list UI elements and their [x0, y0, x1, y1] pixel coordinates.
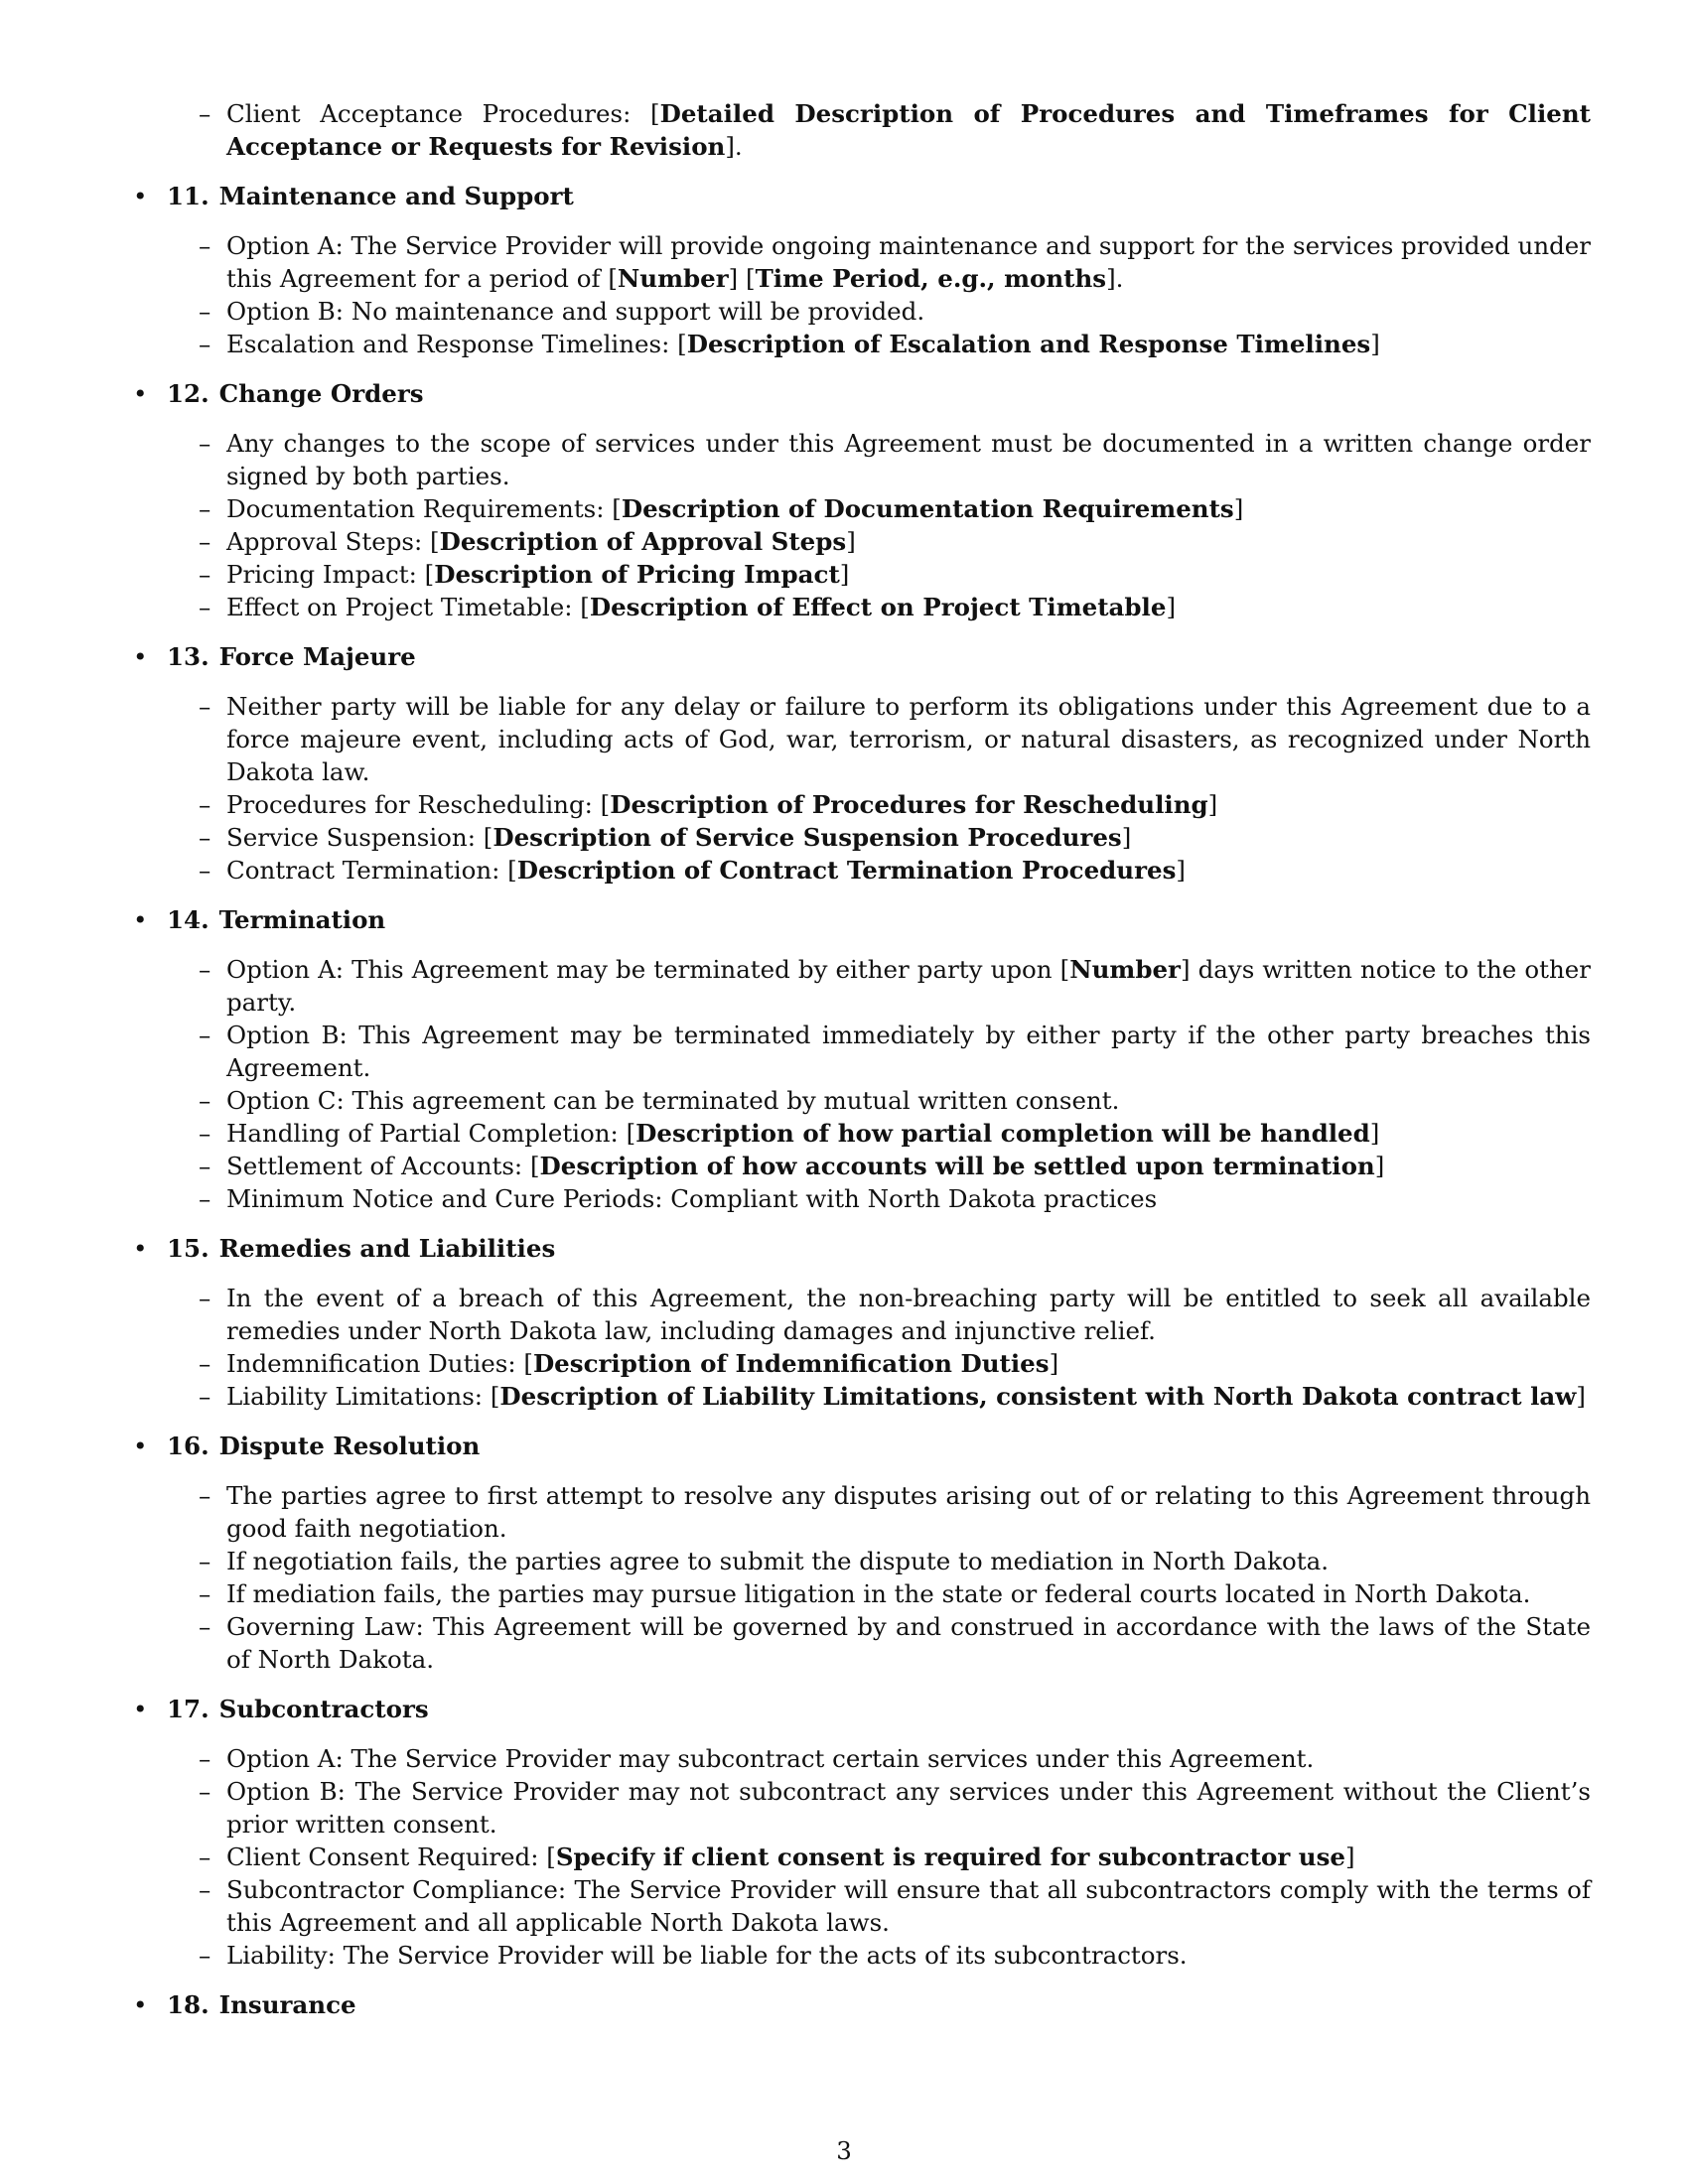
item-text: Contract Termination: [ [226, 856, 517, 885]
sub-list [133, 1479, 1591, 1676]
item-text: ] [1233, 494, 1244, 523]
item-text: Settlement of Accounts: [ [226, 1152, 540, 1180]
item-text: Handling of Partial Completion: [ [226, 1119, 636, 1148]
section-number: 12. [167, 379, 210, 408]
section-heading [133, 1430, 1591, 1462]
section [133, 1430, 1591, 1676]
placeholder-text: Description of Contract Termination Procedures [516, 856, 1177, 885]
item-text: Governing Law: This Agreement will be governed by and construed in accordance with the laws of the State of North Dakota. [226, 1612, 1591, 1674]
sub-list [133, 427, 1591, 623]
list-item [226, 1841, 1591, 1873]
section-number: 18. [167, 1990, 210, 2019]
section-number: 15. [167, 1234, 210, 1263]
item-text: ] [1576, 1382, 1586, 1411]
section-title: Change Orders [218, 379, 424, 408]
placeholder-text: Description of Documentation Requirements [621, 494, 1234, 523]
placeholder-text: Description of Escalation and Response Timelines [686, 330, 1371, 358]
item-text: ] [ [728, 264, 756, 293]
placeholder-text: Description of how accounts will be settled upon termination [539, 1152, 1375, 1180]
item-text: Service Suspension: [ [226, 823, 493, 852]
section-title: Force Majeure [218, 642, 416, 671]
section-heading [133, 377, 1591, 410]
item-text: Option C: This agreement can be terminated by mutual written consent. [226, 1086, 1120, 1115]
list-item [226, 1084, 1591, 1117]
sub-list [133, 690, 1591, 887]
list-item [226, 492, 1591, 525]
item-text: ] [1369, 1119, 1380, 1148]
item-text: Client Acceptance Procedures: [ [226, 99, 660, 128]
list-item [226, 1742, 1591, 1775]
sub-list [133, 1742, 1591, 1972]
item-text: ] [1345, 1843, 1355, 1871]
item-text: The parties agree to first attempt to resolve any disputes arising out of or relating to this Agreement through good faith negotiation. [226, 1481, 1591, 1543]
item-text: ] [1166, 593, 1176, 621]
list-item [226, 558, 1591, 591]
item-text: Option A: The Service Provider may subcontract certain services under this Agreement. [226, 1744, 1315, 1773]
list-item [226, 1019, 1591, 1084]
section-heading [133, 1693, 1591, 1725]
item-text: Subcontractor Compliance: The Service Provider will ensure that all subcontractors comply with the terms of this Agreement and all applicable North Dakota laws. [226, 1875, 1591, 1937]
list-item [226, 1347, 1591, 1380]
section [133, 640, 1591, 887]
item-text: Procedures for Rescheduling: [ [226, 790, 611, 819]
list-item [226, 591, 1591, 623]
placeholder-text: Description of Pricing Impact [434, 560, 840, 589]
list-item [226, 1150, 1591, 1182]
list-item [226, 1610, 1591, 1676]
sub-list [133, 1282, 1591, 1413]
placeholder-text: Description of how partial completion will be handled [635, 1119, 1370, 1148]
placeholder-text: Time Period, e.g., months [755, 264, 1107, 293]
item-text: ] [1374, 1152, 1385, 1180]
item-text: ]. [725, 132, 743, 161]
continued-sub-list [133, 97, 1591, 163]
item-text: Neither party will be liable for any delay or failure to perform its obligations under this Agreement due to a force majeure event, including acts of God, war, terrorism, or natural disasters, as recognized under North Dakota law. [226, 692, 1591, 786]
item-text: Option A: The Service Provider will provide ongoing maintenance and support for the services provided under this Agreement for a period of [ [226, 231, 1591, 293]
list-item [226, 1479, 1591, 1545]
list-item [226, 229, 1591, 295]
section [133, 1988, 1591, 2021]
section [133, 1693, 1591, 1972]
section-number: 11. [167, 182, 210, 210]
item-text: Liability: The Service Provider will be liable for the acts of its subcontractors. [226, 1941, 1188, 1970]
section-heading [133, 903, 1591, 936]
placeholder-text: Number [617, 264, 729, 293]
item-text: ] [1049, 1349, 1059, 1378]
item-text: Option B: No maintenance and support will be provided. [226, 297, 925, 326]
list-item [226, 295, 1591, 328]
item-text: ] [1176, 856, 1186, 885]
list-item [226, 1775, 1591, 1841]
item-text: Option A: This Agreement may be terminated by either party upon [ [226, 955, 1070, 984]
item-text: If negotiation fails, the parties agree to submit the dispute to mediation in North Dakota. [226, 1547, 1330, 1575]
list-item [226, 690, 1591, 788]
placeholder-text: Detailed Description of Procedures and Timeframes for Client Acceptance or Requests for Revision [226, 99, 1591, 161]
item-text: ] [846, 527, 856, 556]
placeholder-text: Description of Effect on Project Timetable [589, 593, 1167, 621]
section-number: 13. [167, 642, 210, 671]
placeholder-text: Description of Liability Limitations, consistent with North Dakota contract law [499, 1382, 1577, 1411]
list-item [226, 1182, 1591, 1215]
placeholder-text: Description of Indemnification Duties [532, 1349, 1050, 1378]
list-item [226, 1577, 1591, 1610]
item-text: Indemnification Duties: [ [226, 1349, 533, 1378]
section [133, 1232, 1591, 1413]
item-text: ] [1121, 823, 1132, 852]
item-text: Effect on Project Timetable: [ [226, 593, 590, 621]
sub-list [133, 953, 1591, 1215]
item-text: Liability Limitations: [ [226, 1382, 500, 1411]
item-text: ] [839, 560, 850, 589]
section-title: Maintenance and Support [218, 182, 574, 210]
item-text: ] [1207, 790, 1218, 819]
section-number: 17. [167, 1695, 210, 1723]
list-item [226, 427, 1591, 492]
section-title: Termination [218, 905, 386, 934]
section-heading [133, 640, 1591, 673]
list-item [226, 788, 1591, 821]
item-text: Option B: The Service Provider may not subcontract any services under this Agreement without the Client’s prior written consent. [226, 1777, 1591, 1839]
section-heading [133, 1232, 1591, 1265]
list-item [226, 821, 1591, 854]
item-text: Escalation and Response Timelines: [ [226, 330, 687, 358]
item-text: ] days written notice to the other party. [226, 955, 1591, 1017]
list-item [226, 953, 1591, 1019]
item-text: Approval Steps: [ [226, 527, 440, 556]
section-title: Dispute Resolution [218, 1432, 481, 1460]
item-text: ]. [1106, 264, 1124, 293]
list-item [226, 1117, 1591, 1150]
placeholder-text: Number [1069, 955, 1181, 984]
item-text: Pricing Impact: [ [226, 560, 435, 589]
section-title: Insurance [218, 1990, 356, 2019]
item-text: In the event of a breach of this Agreement, the non-breaching party will be entitled to seek all available remedies under North Dakota law, including damages and injunctive relief. [226, 1284, 1591, 1345]
item-text: Option B: This Agreement may be terminated immediately by either party if the other party breaches this Agreement. [226, 1021, 1591, 1082]
section [133, 903, 1591, 1215]
document-body [133, 97, 1591, 2038]
section [133, 377, 1591, 623]
list-item [226, 854, 1591, 887]
sub-list [133, 229, 1591, 360]
list-item [226, 1939, 1591, 1972]
list-item [226, 1380, 1591, 1413]
section-heading [133, 180, 1591, 212]
section-title: Subcontractors [218, 1695, 429, 1723]
list-item [226, 1545, 1591, 1577]
list-item [226, 97, 1591, 163]
item-text: Documentation Requirements: [ [226, 494, 622, 523]
section-title: Remedies and Liabilities [218, 1234, 556, 1263]
list-item [226, 1873, 1591, 1939]
placeholder-text: Description of Approval Steps [439, 527, 847, 556]
item-text: ] [1370, 330, 1380, 358]
section-list [133, 180, 1591, 2021]
item-text: If mediation fails, the parties may pursue litigation in the state or federal courts located in North Dakota. [226, 1579, 1531, 1608]
item-text: Any changes to the scope of services under this Agreement must be documented in a written change order signed by both parties. [226, 429, 1591, 490]
placeholder-text: Description of Service Suspension Procedures [492, 823, 1122, 852]
placeholder-text: Specify if client consent is required for subcontractor use [555, 1843, 1346, 1871]
list-item [226, 1282, 1591, 1347]
item-text: Client Consent Required: [ [226, 1843, 556, 1871]
placeholder-text: Description of Procedures for Rescheduling [610, 790, 1208, 819]
list-item [226, 328, 1591, 360]
section [133, 180, 1591, 360]
section-heading [133, 1988, 1591, 2021]
item-text: Minimum Notice and Cure Periods: Compliant with North Dakota practices [226, 1184, 1158, 1213]
list-item [226, 525, 1591, 558]
section-number: 16. [167, 1432, 210, 1460]
section-number: 14. [167, 905, 210, 934]
page-number: 3 [836, 2136, 852, 2165]
